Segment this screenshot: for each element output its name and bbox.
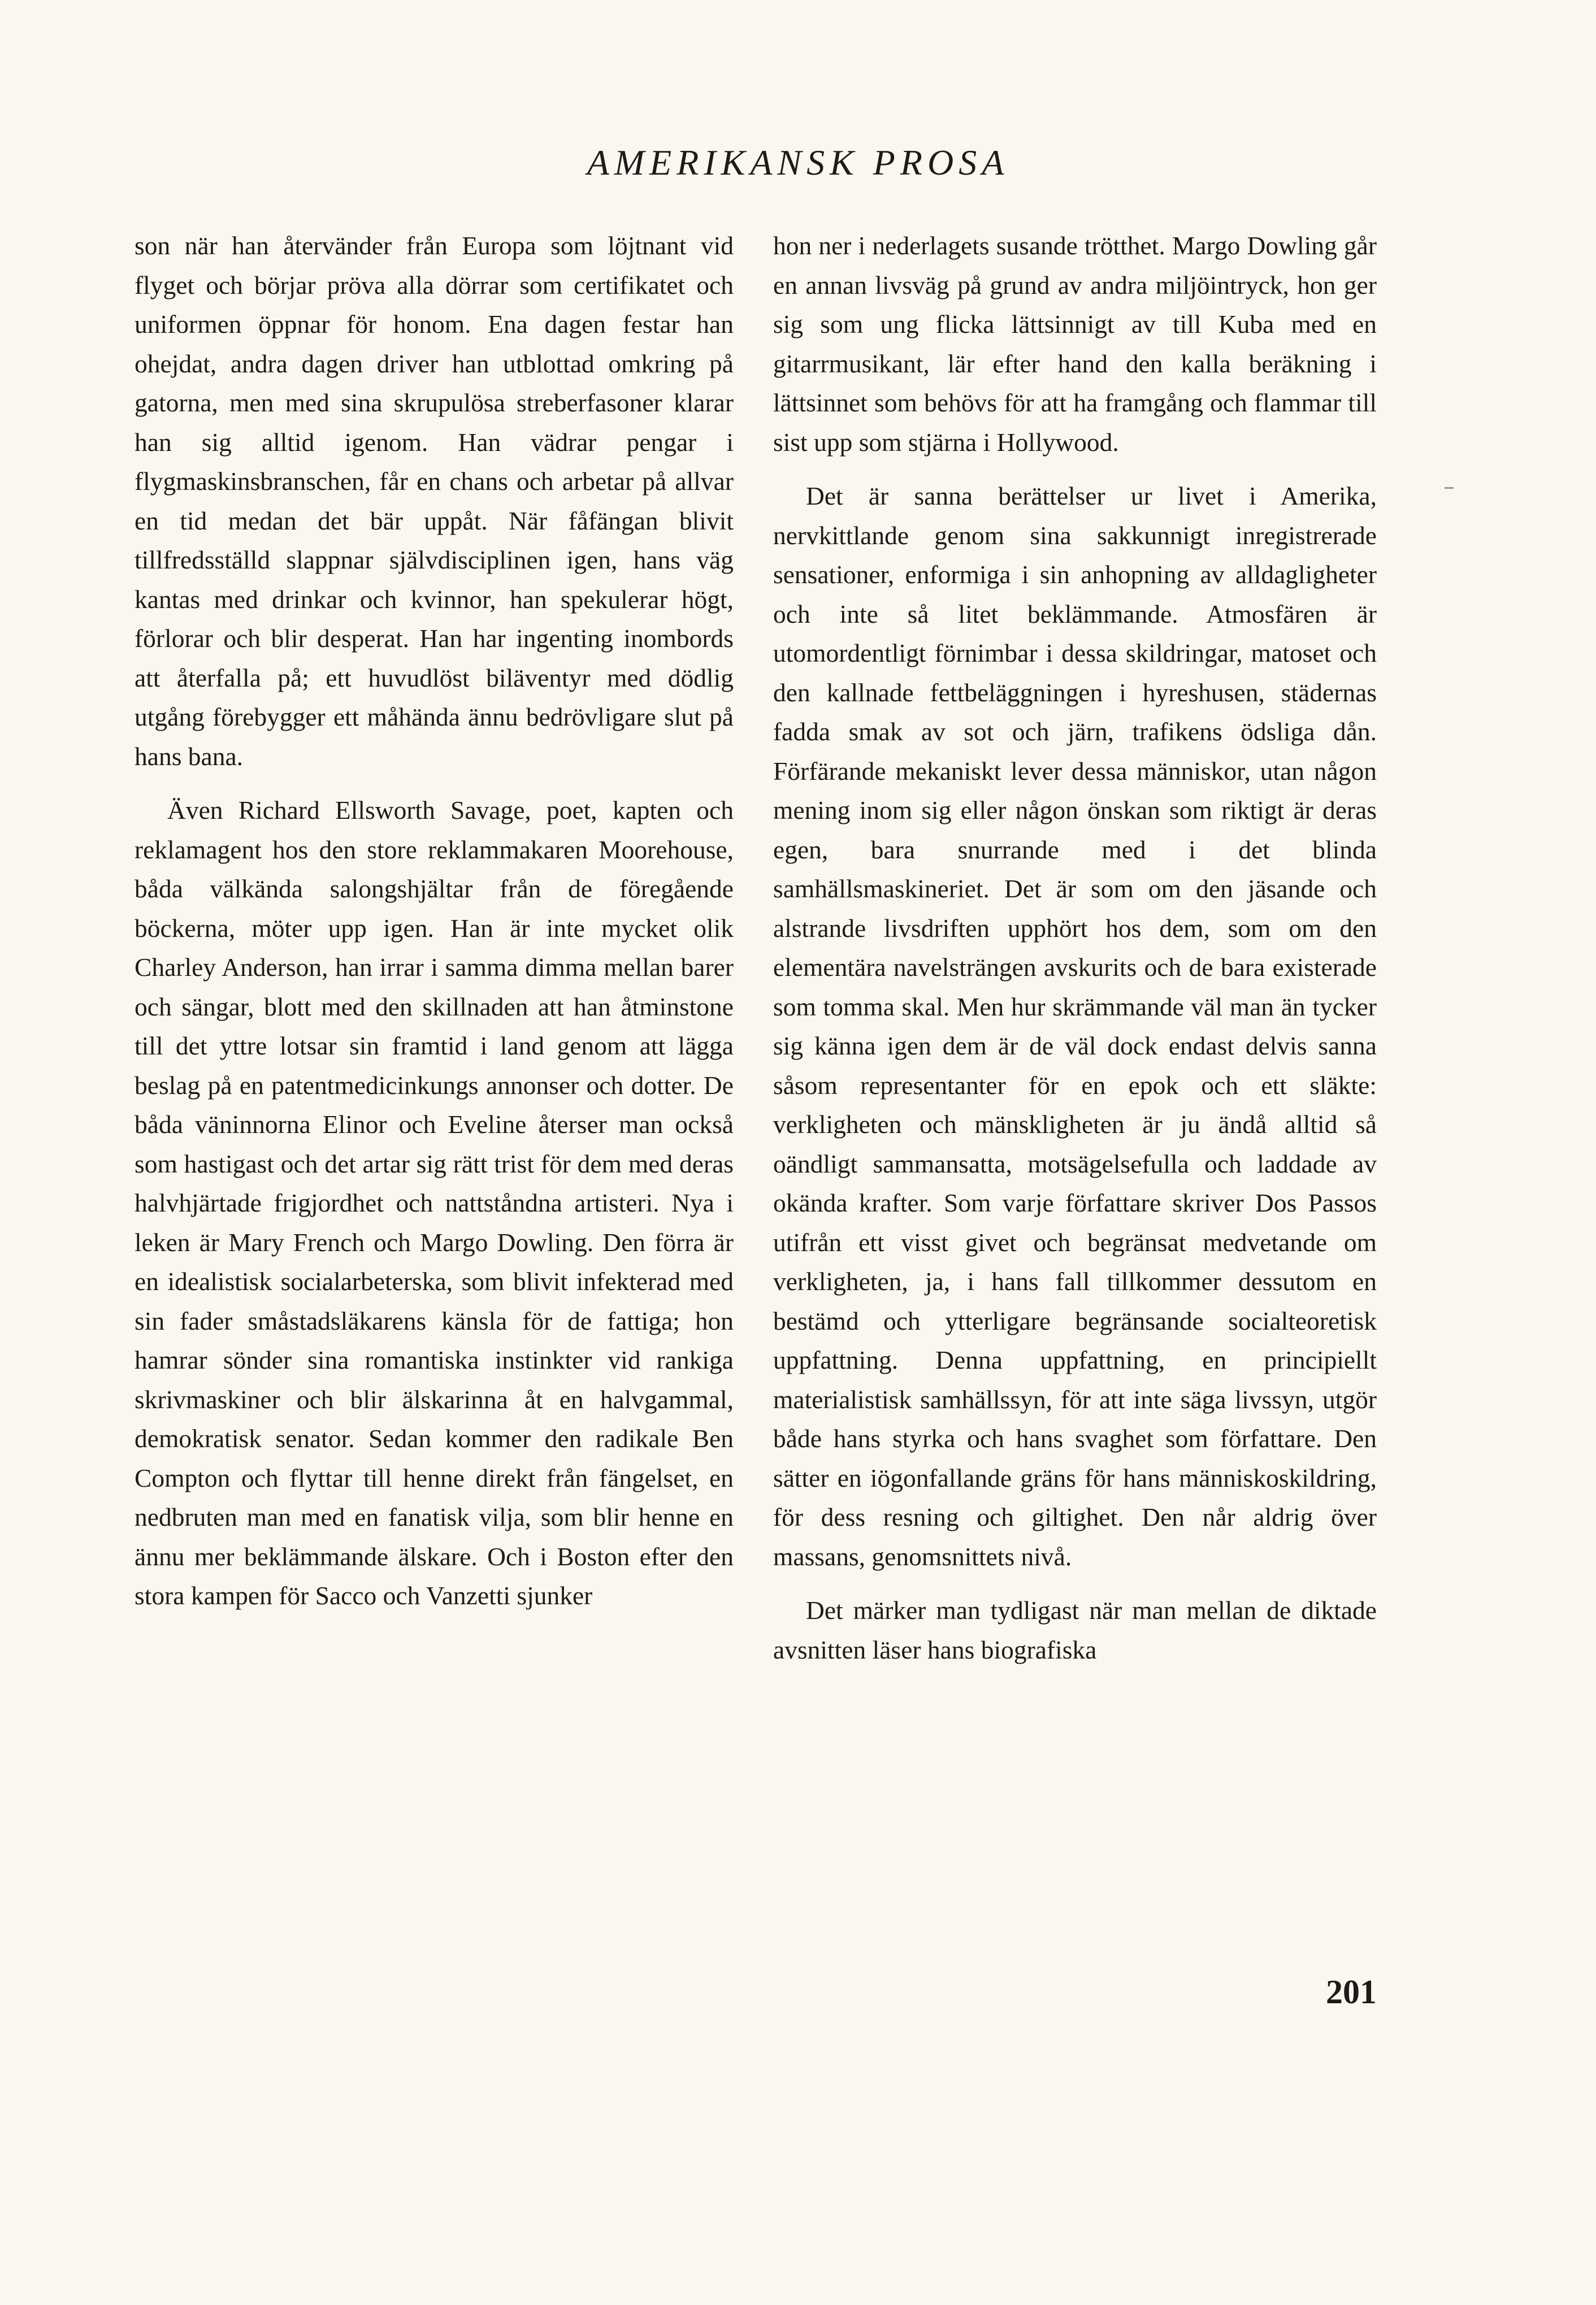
paragraph: Även Richard Ellsworth Savage, poet, kapten och reklamagent hos den store reklammakaren Moorehouse, båda välkända salongshjältar från de föregående böckerna, möter upp igen. Han är inte mycket olik Charley Anderson, han irrar i samma dimma mellan barer och sängar, blott med den skillnaden att han åtminstone till det yttre lotsar sin framtid i land genom att lägga beslag på en patentmedicinkungs annonser och dotter. De båda väninnorna Elinor och Eveline återser man också som hastigast och det artar sig rätt trist för dem med deras halvhjärtade frigjordhet och nattståndna artisteri. Nya i leken är Mary French och Margo Dowling. Den förra är en idealistisk socialarbeterska, som blivit infekterad med sin fader småstadsläkarens känsla för de fattiga; hon hamrar sönder sina romantiska instinkter vid rankiga skrivmaskiner och blir älskarinna åt en halvgammal, demokratisk senator. Sedan kommer den radikale Ben Compton och flyttar till henne direkt från fängelset, en nedbruten man med en fanatisk vilja, som blir henne en ännu mer beklämmande älskare. Och i Boston efter den stora kampen för Sacco och Vanzetti sjunker [135, 796, 734, 1610]
paragraph: hon ner i nederlagets susande trötthet. Margo Dowling går en annan livsväg på grund av andra miljöintryck, hon ger sig som ung flicka lättsinnigt av till Kuba med en gitarrmusikant, lär efter hand den kalla beräkning i lättsinnet som behövs för att ha framgång och flammar till sist upp som stjärna i Hollywood. [773, 231, 1377, 457]
paragraph: Det märker man tydligast när man mellan de diktade avsnitten läser hans biografiska [773, 1596, 1377, 1664]
paragraph: son när han återvänder från Europa som löjtnant vid flyget och börjar pröva alla dörrar som certifikatet och uniformen öppnar för honom. Ena dagen festar han ohejdat, andra dagen driver han utblottad omkring på gatorna, men med sina skrupulösa streberfasoner klarar han sig alltid igenom. Han vädrar pengar i flygmaskinsbranschen, får en chans och arbetar på allvar en tid medan det bär uppåt. När fåfängan blivit tillfredsställd slappnar självdisciplinen igen, hans väg kantas med drinkar och kvinnor, han spekulerar högt, förlorar och blir desperat. Han har ingenting inombords att återfalla på; ett huvudlöst biläventyr med dödlig utgång förebygger ett måhända ännu bedrövligare slut på hans bana. [135, 231, 734, 771]
left-text-column [135, 226, 734, 1630]
right-text-column [773, 226, 1377, 1684]
paragraph: Det är sanna berättelser ur livet i Amerika, nervkittlande genom sina sakkunnigt inregistrerade sensationer, enformiga i sin anhopning av alldagligheter och inte så litet beklämmande. Atmosfären är utomordentligt förnimbar i dessa skildringar, matoset och den kallnade fettbeläggningen i hyreshusen, städernas fadda smak av sot och järn, trafikens ödsliga dån. Förfärande mekaniskt lever dessa människor, utan någon mening inom sig eller någon önskan som riktigt är deras egen, bara snurrande med i det blinda samhällsmaskineriet. Det är som om den jäsande och alstrande livsdriften upphört hos dem, som om den elementära navelsträngen avskurits och de bara existerade som tomma skal. Men hur skrämmande väl man än tycker sig känna igen dem är de väl dock endast delvis sanna såsom representanter för en epok och ett släkte: verkligheten och mänskligheten är ju ändå alltid så oändligt sammansatta, motsägelsefulla och laddade av okända krafter. Som varje författare skriver Dos Passos utifrån ett visst givet och begränsat medvetande om verkligheten, ja, i hans fall tillkommer dessutom en bestämd och ytterligare begränsande socialteoretisk uppfattning. Denna uppfattning, en principiellt materialistisk samhällssyn, för att inte säga livssyn, utgör både hans styrka och hans svaghet som författare. Den sätter en iögonfallande gräns för hans människoskildring, för dess resning och giltighet. Den når aldrig över massans, genomsnittets nivå. [773, 481, 1377, 1571]
page-number: 201 [1326, 1973, 1377, 2011]
running-head-title: AMERIKANSK PROSA [587, 142, 1009, 183]
margin-mark [1445, 487, 1454, 489]
